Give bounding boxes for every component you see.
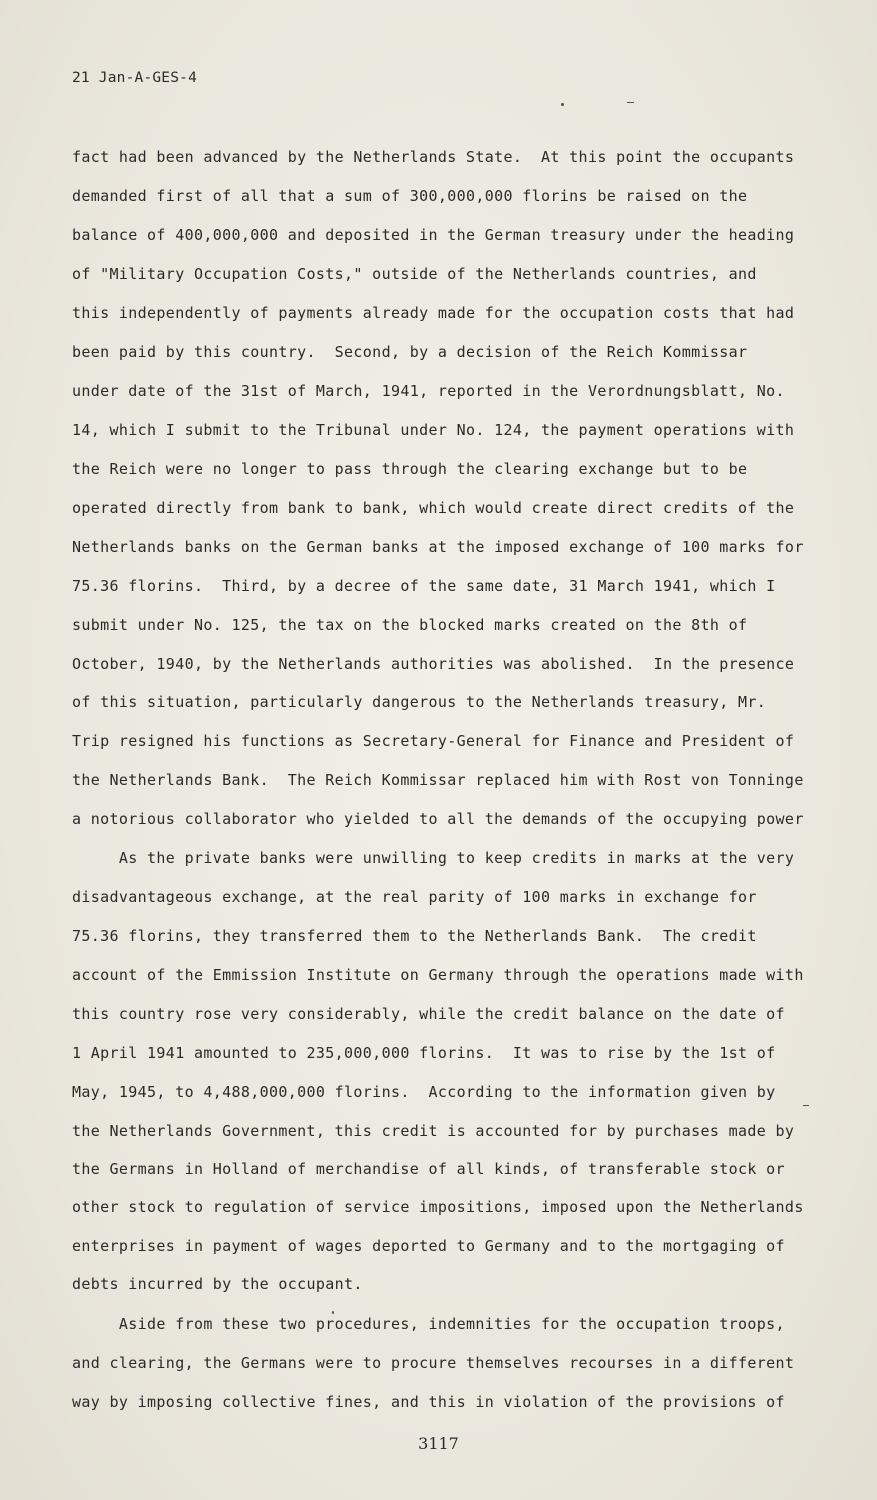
body-line: debts incurred by the occupant. [72, 1275, 363, 1293]
body-line: 1 April 1941 amounted to 235,000,000 florins. It was to rise by the 1st of [72, 1044, 776, 1062]
body-line: way by imposing collective fines, and this in violation of the provisions of [72, 1393, 785, 1411]
body-line: this country rose very considerably, while the credit balance on the date of [72, 1005, 785, 1023]
paper-speck [561, 103, 564, 106]
body-line: balance of 400,000,000 and deposited in the German treasury under the heading [72, 226, 795, 244]
body-line: a notorious collaborator who yielded to all the demands of the occupying power [72, 810, 804, 828]
body-line: the Reich were no longer to pass through the clearing exchange but to be [72, 460, 748, 478]
body-line: October, 1940, by the Netherlands authorities was abolished. In the presence [72, 655, 795, 673]
body-line: fact had been advanced by the Netherlands State. At this point the occupants [72, 148, 795, 166]
body-line: 14, which I submit to the Tribunal under No. 124, the payment operations with [72, 421, 795, 439]
body-line: disadvantageous exchange, at the real parity of 100 marks in exchange for [72, 888, 757, 906]
body-line: this independently of payments already made for the occupation costs that had [72, 304, 795, 322]
document-reference-header: 21 Jan-A-GES-4 [72, 70, 198, 86]
body-line: of this situation, particularly dangerous to the Netherlands treasury, Mr. [72, 693, 767, 711]
paper-speck [332, 1311, 334, 1314]
body-line: and clearing, the Germans were to procure themselves recourses in a different [72, 1354, 795, 1372]
body-line: 75.36 florins, they transferred them to the Netherlands Bank. The credit [72, 927, 757, 945]
body-line: enterprises in payment of wages deported to Germany and to the mortgaging of [72, 1237, 785, 1255]
body-line: account of the Emmission Institute on Germany through the operations made with [72, 966, 804, 984]
body-line: the Netherlands Government, this credit is accounted for by purchases made by [72, 1122, 795, 1140]
body-line: other stock to regulation of service impositions, imposed upon the Netherlands [72, 1198, 804, 1216]
body-line: May, 1945, to 4,488,000,000 florins. According to the information given by [72, 1083, 776, 1101]
body-line: Aside from these two procedures, indemnities for the occupation troops, [72, 1315, 785, 1333]
body-line: 75.36 florins. Third, by a decree of the same date, 31 March 1941, which I [72, 577, 776, 595]
body-line: of "Military Occupation Costs," outside of the Netherlands countries, and [72, 265, 757, 283]
body-line: under date of the 31st of March, 1941, reported in the Verordnungsblatt, No. [72, 382, 785, 400]
body-line: been paid by this country. Second, by a decision of the Reich Kommissar [72, 343, 748, 361]
body-line: Netherlands banks on the German banks at the imposed exchange of 100 marks for [72, 538, 804, 556]
paper-speck [627, 102, 634, 103]
body-line: the Netherlands Bank. The Reich Kommissar replaced him with Rost von Tonninge [72, 771, 804, 789]
body-line: the Germans in Holland of merchandise of all kinds, of transferable stock or [72, 1160, 785, 1178]
body-line: operated directly from bank to bank, which would create direct credits of the [72, 499, 795, 517]
paper-speck [803, 1105, 809, 1106]
body-line: Trip resigned his functions as Secretary-General for Finance and President of [72, 732, 795, 750]
page-number: 3117 [418, 1434, 459, 1453]
body-line: As the private banks were unwilling to keep credits in marks at the very [72, 849, 795, 867]
body-line: demanded first of all that a sum of 300,000,000 florins be raised on the [72, 187, 748, 205]
body-line: submit under No. 125, the tax on the blocked marks created on the 8th of [72, 616, 748, 634]
